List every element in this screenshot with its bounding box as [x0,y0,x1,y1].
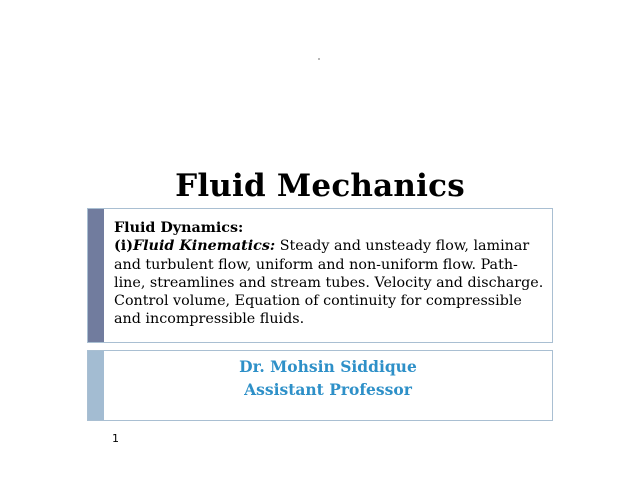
author-info [104,355,552,401]
decorative-dot [318,58,320,60]
slide-title: Fluid Mechanics [175,168,465,204]
kinematics-label: Fluid Kinematics: [132,238,276,255]
page-number: 1 [112,432,119,445]
author-role: Assistant Professor [244,380,412,399]
content-box [87,208,553,343]
accent-bar [88,209,104,342]
section-heading: Fluid Dynamics: [114,220,244,236]
content-text [114,219,546,329]
list-prefix: (i) [114,238,133,255]
description-text: Steady and unsteady flow, laminar and turbulent flow, uniform and non-uniform flow. Path-line, streamlines and stream tubes. Velocity and discharge. Control volume, Equation of continuity for compressible and incompressible fluids. [114,238,544,328]
accent-bar [88,351,104,420]
author-box [87,350,553,421]
author-name: Dr. Mohsin Siddique [239,357,417,376]
